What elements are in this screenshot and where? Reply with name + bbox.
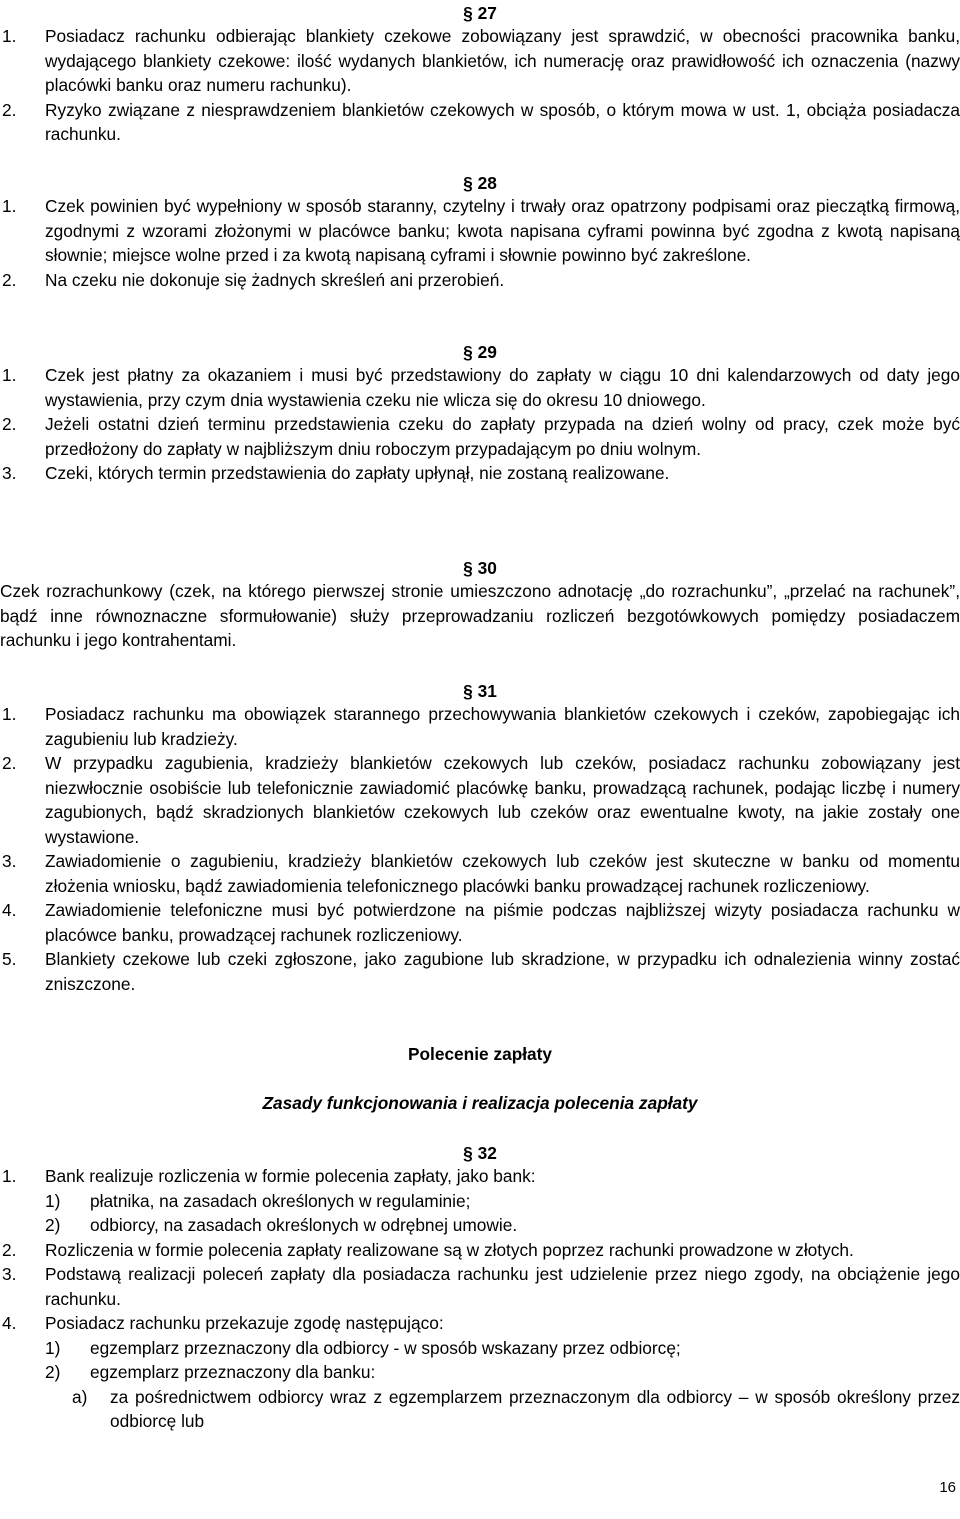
- sub-list-item: 1) egzemplarz przeznaczony dla odbiorcy - w sposób wskazany przez odbiorcę;: [45, 1337, 681, 1358]
- sub-list-item: 1) płatnika, na zasadach określonych w regulaminie;: [45, 1190, 471, 1211]
- section-heading: § 31: [463, 681, 497, 701]
- list-item: 2. Jeżeli ostatni dzień terminu przedstawienia czeku do zapłaty przypada na dzień wolny od pracy, czek może być przedłożony do zapłaty w najbliższym dniu roboczym przypadającym po dniu wolnym.: [2, 414, 960, 459]
- list-item: 1. Bank realizuje rozliczenia w formie polecenia zapłaty, jako bank:: [2, 1166, 536, 1186]
- section-paragraph: Czek rozrachunkowy (czek, na którego pierwszej stronie umieszczono adnotację „do rozrachunku”, „przelać na rachunek”, bądź inne równoznaczne sformułowanie) służy przeprowadzaniu rozliczeń bezgotówkowych pomiędzy posiadaczem rachunku i jego kontrahentami.: [0, 581, 960, 650]
- section-28: [0, 172, 960, 292]
- section-heading: § 32: [463, 1143, 497, 1163]
- section-heading: § 28: [463, 173, 497, 193]
- list-item: 2. Rozliczenia w formie polecenia zapłaty realizowane są w złotych poprzez rachunki prowadzone w złotych.: [2, 1239, 854, 1260]
- list-item: 2. Ryzyko związane z niesprawdzeniem blankietów czekowych w sposób, o którym mowa w ust. 1, obciąża posiadacza rachunku.: [2, 99, 960, 144]
- list-item: 1. Posiadacz rachunku ma obowiązek starannego przechowywania blankietów czekowych i czeków, zapobiegając ich zagubieniu lub kradzieży.: [2, 704, 960, 749]
- chapter-subtitle: Zasady funkcjonowania i realizacja polecenia zapłaty: [262, 1093, 698, 1113]
- list-item: 4. Zawiadomienie telefoniczne musi być potwierdzone na piśmie podczas najbliższej wizyty posiadacza rachunku w placówce banku, prowadzącej rachunek rozliczeniowy.: [2, 900, 960, 945]
- list-item: 1. Czek jest płatny za okazaniem i musi być przedstawiony do zapłaty w ciągu 10 dni kalendarzowych od daty jego wystawienia, przy czym dnia wystawienia czeku nie wlicza się do okresu 10 dniowego.: [2, 365, 960, 410]
- list-item: 3. Czeki, których termin przedstawienia do zapłaty upłynął, nie zostaną realizowane.: [2, 463, 670, 483]
- section-heading: § 29: [463, 342, 497, 362]
- section-29: [0, 341, 960, 486]
- page-number: 16: [939, 1479, 956, 1496]
- section-heading: § 27: [463, 3, 497, 23]
- sub-list-item: 2) odbiorcy, na zasadach określonych w odrębnej umowie.: [45, 1215, 518, 1235]
- section-31: [0, 680, 960, 996]
- chapter-title: Polecenie zapłaty: [407, 1044, 553, 1064]
- list-item: 1. Posiadacz rachunku odbierając blankiety czekowe zobowiązany jest sprawdzić, w obecności pracownika banku, wydającego blankiety czekowe: ilość wydanych blankietów, ich numerację oraz prawidłowość ich oznaczenia (nazwy placówki banku oraz numeru rachunku).: [2, 26, 960, 95]
- sub-sub-list-item: a) za pośrednictwem odbiorcy wraz z egzemplarzem przeznaczonym dla odbiorcy – w sposób określony przez odbiorcę lub: [72, 1386, 960, 1431]
- section-32: [0, 1142, 960, 1434]
- list-item: 2. W przypadku zagubienia, kradzieży blankietów czekowych lub czeków, posiadacz rachunku zobowiązany jest niezwłocznie osobiście lub telefonicznie zawiadomić placówkę banku, prowadzącą rachunek, podając liczbę i numery zagubionych, bądź skradzionych blankietów czekowych lub czeków oraz ewentualne kwoty, na jakie zostały one wystawione.: [2, 753, 960, 847]
- list-item: 1. Czek powinien być wypełniony w sposób staranny, czytelny i trwały oraz opatrzony podpisami oraz pieczątką firmową, zgodnymi z wzorami złożonymi w placówce banku; kwota napisana cyframi powinna być zgodna z kwotą napisaną słownie; miejsce wolne przed i za kwotą napisaną cyframi i słownie powinno być zakreślone.: [2, 196, 960, 265]
- section-30: [0, 557, 960, 653]
- list-item: 5. Blankiety czekowe lub czeki zgłoszone, jako zagubione lub skradzione, w przypadku ich odnalezienia winny zostać zniszczone.: [2, 949, 960, 994]
- section-27: [0, 2, 960, 147]
- list-item: 3. Podstawą realizacji poleceń zapłaty dla posiadacza rachunku jest udzielenie przez niego zgody, na obciążenie jego rachunku.: [2, 1264, 960, 1309]
- sub-list-item: 2) egzemplarz przeznaczony dla banku:: [45, 1362, 376, 1382]
- list-item: 3. Zawiadomienie o zagubieniu, kradzieży blankietów czekowych lub czeków jest skuteczne w banku od momentu złożenia wniosku, bądź zawiadomienia telefonicznego placówki banku prowadzącej rachunek rozliczeniowy.: [2, 851, 960, 896]
- list-item: 2. Na czeku nie dokonuje się żadnych skreśleń ani przerobień.: [2, 269, 505, 290]
- section-heading: § 30: [463, 558, 497, 578]
- list-item: 4. Posiadacz rachunku przekazuje zgodę następująco:: [2, 1313, 444, 1333]
